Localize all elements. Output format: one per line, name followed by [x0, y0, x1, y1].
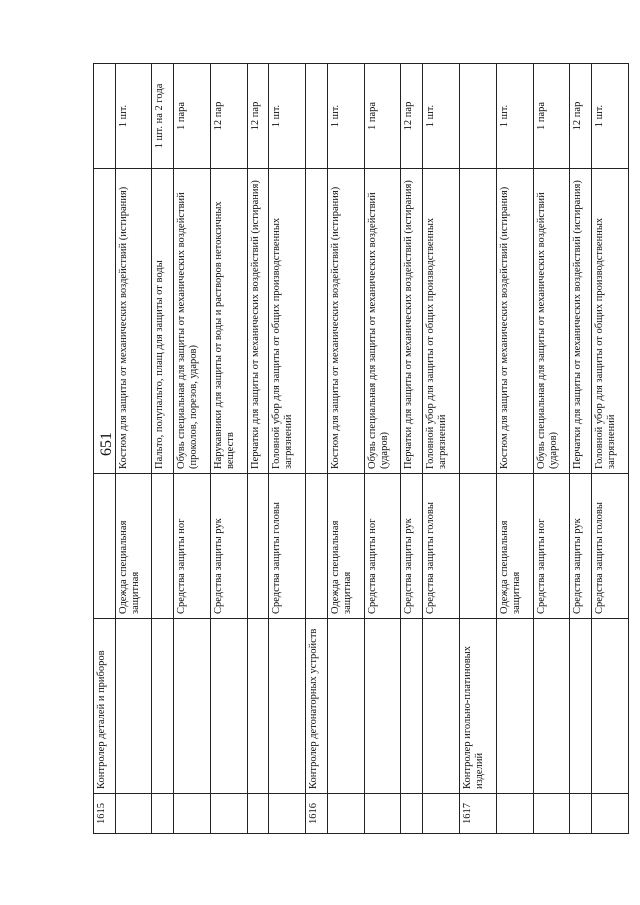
norm-cell: 1 шт.	[115, 64, 152, 169]
norm-cell	[459, 64, 496, 169]
norm-cell: 12 пар	[570, 64, 592, 169]
profession-cell	[115, 619, 152, 794]
ppe-name-cell: Пальто, полупальто, плащ для защиты от воды	[152, 169, 174, 474]
ppe-table	[93, 63, 629, 834]
norm-cell: 1 пара	[174, 64, 211, 169]
ppe-name-cell: Головной убор для защиты от общих производственных загрязнений	[423, 169, 460, 474]
ppe-name-cell: Головной убор для защиты от общих производственных загрязнений	[269, 169, 306, 474]
row-number-cell	[247, 794, 269, 834]
ppe-name-cell: Обувь специальная для защиты от механических воздействий (проколов, порезов, ударов)	[174, 169, 211, 474]
table-row	[570, 64, 592, 834]
table-row	[401, 64, 423, 834]
ppe-type-cell	[152, 474, 174, 619]
norm-cell	[306, 64, 328, 169]
ppe-name-cell	[459, 169, 496, 474]
ppe-type-cell: Одежда специальная защитная	[496, 474, 533, 619]
ppe-type-cell	[459, 474, 496, 619]
table-row	[459, 64, 496, 834]
row-number-cell	[269, 794, 306, 834]
row-number-cell: 1616	[306, 794, 328, 834]
row-number-cell	[496, 794, 533, 834]
ppe-type-cell: Средства защиты рук	[210, 474, 247, 619]
row-number-cell: 1617	[459, 794, 496, 834]
ppe-type-cell: Средства защиты ног	[364, 474, 401, 619]
ppe-name-cell: Обувь специальная для защиты от механических воздействий (ударов)	[364, 169, 401, 474]
ppe-type-cell: Средства защиты рук	[570, 474, 592, 619]
profession-cell	[152, 619, 174, 794]
page-number: 651	[98, 432, 115, 456]
row-number-cell	[592, 794, 629, 834]
ppe-type-cell: Средства защиты головы	[592, 474, 629, 619]
profession-cell	[533, 619, 570, 794]
table-row	[94, 64, 116, 834]
profession-cell	[327, 619, 364, 794]
norm-cell: 1 шт.	[496, 64, 533, 169]
ppe-type-cell: Одежда специальная защитная	[115, 474, 152, 619]
ppe-name-cell: Костюм для защиты от механических воздействий (истирания)	[327, 169, 364, 474]
ppe-name-cell	[306, 169, 328, 474]
norm-cell: 12 пар	[210, 64, 247, 169]
ppe-type-cell	[247, 474, 269, 619]
profession-cell	[592, 619, 629, 794]
profession-cell: Контролер детонаторных устройств	[306, 619, 328, 794]
ppe-type-cell: Средства защиты ног	[174, 474, 211, 619]
row-number-cell	[401, 794, 423, 834]
profession-cell	[401, 619, 423, 794]
table-row	[327, 64, 364, 834]
ppe-name-cell: Нарукавники для защиты от воды и растворов нетоксичных веществ	[210, 169, 247, 474]
profession-cell	[247, 619, 269, 794]
table-row	[152, 64, 174, 834]
profession-cell	[210, 619, 247, 794]
norm-cell	[94, 64, 116, 169]
ppe-name-cell: Перчатки для защиты от механических воздействий (истирания)	[570, 169, 592, 474]
ppe-name-cell	[94, 169, 116, 474]
norm-cell: 1 шт.	[592, 64, 629, 169]
table-row	[364, 64, 401, 834]
row-number-cell	[152, 794, 174, 834]
profession-cell	[174, 619, 211, 794]
table-row	[269, 64, 306, 834]
ppe-name-cell: Перчатки для защиты от механических воздействий (истирания)	[401, 169, 423, 474]
norm-cell: 1 пара	[364, 64, 401, 169]
profession-cell	[364, 619, 401, 794]
norm-cell: 12 пар	[401, 64, 423, 169]
table-row	[533, 64, 570, 834]
profession-cell	[496, 619, 533, 794]
row-number-cell	[570, 794, 592, 834]
ppe-table-body	[94, 64, 629, 834]
row-number-cell	[423, 794, 460, 834]
profession-cell	[570, 619, 592, 794]
profession-cell: Контролер игольно-платиновых изделий	[459, 619, 496, 794]
norm-cell: 12 пар	[247, 64, 269, 169]
ppe-type-cell: Средства защиты ног	[533, 474, 570, 619]
ppe-name-cell: Перчатки для защиты от механических воздействий (истирания)	[247, 169, 269, 474]
ppe-type-cell	[306, 474, 328, 619]
ppe-table-wrapper	[93, 64, 629, 834]
table-row	[306, 64, 328, 834]
row-number-cell	[533, 794, 570, 834]
table-row	[496, 64, 533, 834]
row-number-cell	[327, 794, 364, 834]
table-row	[423, 64, 460, 834]
row-number-cell	[115, 794, 152, 834]
table-row	[210, 64, 247, 834]
table-row	[115, 64, 152, 834]
profession-cell	[423, 619, 460, 794]
table-row	[174, 64, 211, 834]
table-row	[592, 64, 629, 834]
profession-cell	[269, 619, 306, 794]
ppe-name-cell: Костюм для защиты от механических воздействий (истирания)	[115, 169, 152, 474]
ppe-type-cell: Средства защиты головы	[423, 474, 460, 619]
profession-cell: Контролер деталей и приборов	[94, 619, 116, 794]
norm-cell: 1 шт. на 2 года	[152, 64, 174, 169]
ppe-type-cell	[94, 474, 116, 619]
ppe-name-cell: Обувь специальная для защиты от механических воздействий (ударов)	[533, 169, 570, 474]
ppe-type-cell: Средства защиты головы	[269, 474, 306, 619]
norm-cell: 1 шт.	[423, 64, 460, 169]
ppe-name-cell: Головной убор для защиты от общих производственных загрязнений	[592, 169, 629, 474]
row-number-cell	[210, 794, 247, 834]
ppe-type-cell: Одежда специальная защитная	[327, 474, 364, 619]
norm-cell: 1 пара	[533, 64, 570, 169]
norm-cell: 1 шт.	[327, 64, 364, 169]
ppe-type-cell: Средства защиты рук	[401, 474, 423, 619]
row-number-cell	[364, 794, 401, 834]
ppe-name-cell: Костюм для защиты от механических воздействий (истирания)	[496, 169, 533, 474]
row-number-cell: 1615	[94, 794, 116, 834]
norm-cell: 1 шт.	[269, 64, 306, 169]
row-number-cell	[174, 794, 211, 834]
table-row	[247, 64, 269, 834]
